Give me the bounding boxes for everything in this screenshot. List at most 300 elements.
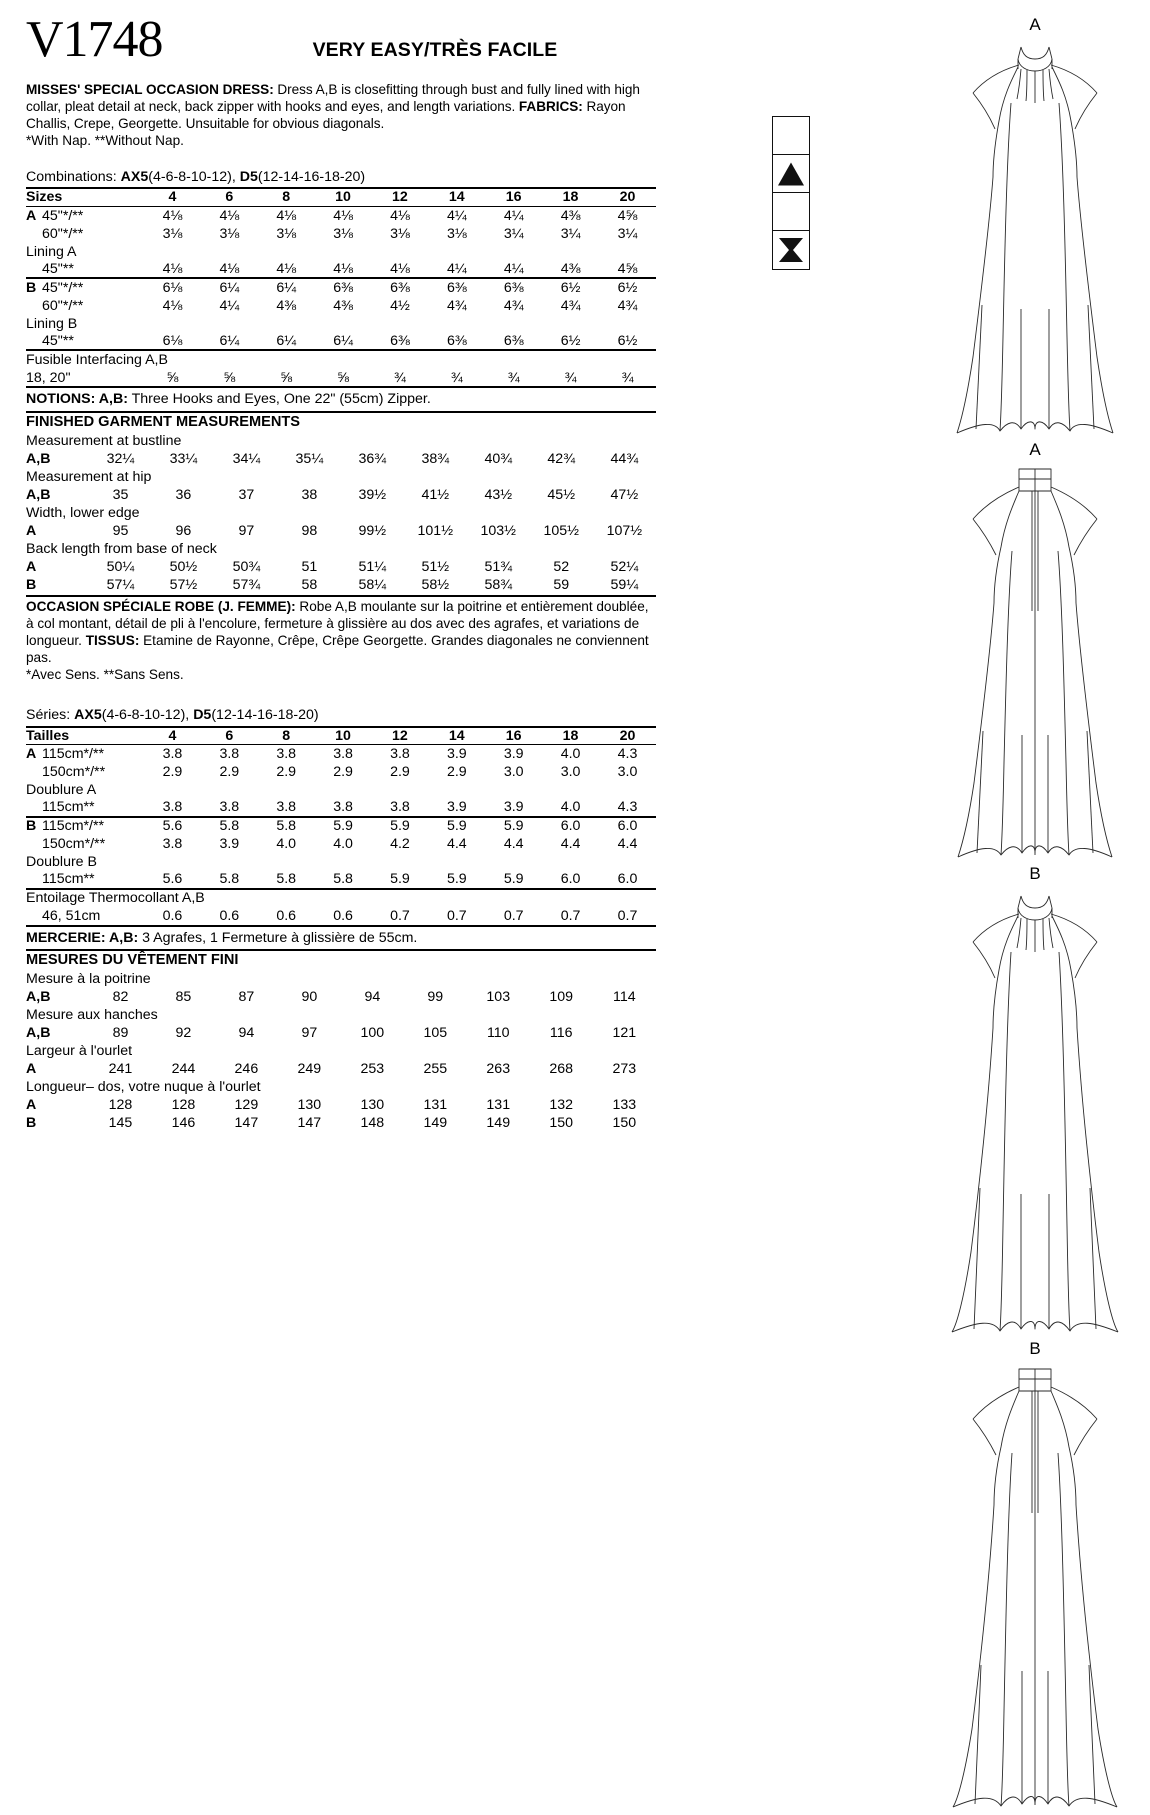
length-heading-en: Back length from base of neck [26,540,217,557]
cell: 3.9 [503,799,524,816]
cell: 3.8 [162,799,183,816]
table-row [26,835,656,853]
cell: ¾ [564,369,577,386]
cell: 4⅛ [162,207,183,224]
cell: 4⅛ [219,260,240,277]
notions-text-fr: 3 Agrafes, 1 Fermeture à glissière de 55cm. [138,929,418,946]
table-header-row [26,727,656,745]
cell: 40¾ [484,450,513,467]
cell: 4.0 [276,836,297,853]
cell: 6⅜ [372,278,429,296]
cell: 2.9 [162,764,183,781]
cell: 4.0 [560,799,581,816]
size-col: 10 [315,188,372,206]
cell: 110 [486,1025,510,1042]
dress-a-back [930,441,1140,862]
size-col: 10 [315,727,372,745]
cell: 5.9 [390,871,410,888]
finished-measurements-table-en [26,431,656,593]
row-label [26,368,144,386]
cell: 44¾ [610,450,639,467]
cell: 6⅜ [428,278,485,296]
row-label: A,B [26,450,51,467]
cell: 98 [301,522,318,539]
cell: 51½ [421,558,450,575]
cell: 0.7 [560,908,581,925]
cell: 3.9 [446,799,467,816]
description-french [26,595,656,667]
cell: 5.8 [333,871,353,888]
cell: 2.9 [390,764,410,781]
table-row [26,260,656,278]
interfacing-width: 46, 51cm [42,908,101,925]
cell: ⅝ [223,369,236,386]
cell: 94 [364,989,381,1006]
cell: 3.8 [390,746,410,763]
cell: 57½ [169,576,198,593]
triangle-glyph [778,162,804,185]
cell: 133 [612,1097,637,1114]
cell: 4⅝ [617,260,638,277]
subheading-row [26,1042,656,1060]
cell: ¾ [621,369,634,386]
cell: 57¾ [232,576,261,593]
cell: 97 [238,522,255,539]
section-heading-row [26,781,656,799]
cell: 6⅜ [485,278,542,296]
cell: 6⅜ [503,332,524,349]
cell: 5.9 [446,871,467,888]
hip-heading-fr: Mesure aux hanches [26,1007,158,1024]
table-row [26,449,656,467]
cell: 99½ [358,522,387,539]
cell: ¾ [394,369,406,386]
cell: 50½ [169,558,198,575]
cell: 50¼ [106,558,135,575]
cell: 131 [423,1097,448,1114]
hourglass-glyph [778,237,804,263]
cell: 3.0 [617,764,638,781]
section-heading-row [26,853,656,871]
cell: 33¼ [169,450,198,467]
dress-b-front [930,865,1140,1336]
size-col: 20 [599,188,656,206]
cell: 3.8 [219,746,240,763]
cell: 4¼ [219,297,240,314]
cell: 4⅜ [560,260,581,277]
table-row [26,799,656,817]
fabric-width: 115cm*/** [42,746,105,763]
cell: 58 [301,576,318,593]
row-label [26,206,144,224]
cell: 4.4 [617,836,638,853]
cell: 6¼ [201,278,258,296]
row-label [26,835,144,853]
size-col: 6 [201,188,258,206]
table-row [26,206,656,224]
row-label: B [26,576,37,593]
cell: 97 [301,1025,318,1042]
cell: 0.7 [390,908,410,925]
interfacing-width: 18, 20" [26,369,71,386]
subheading-row [26,503,656,521]
cell: 38¾ [421,450,450,467]
size-col: 12 [372,727,429,745]
cell: 4⅜ [560,207,581,224]
illustration-column [930,16,1140,1815]
cell: 5.6 [162,871,183,888]
cell: 5.9 [428,817,485,835]
dress-a-front [930,16,1140,437]
cell: 52 [553,558,570,575]
cell: 3.8 [162,836,183,853]
cell: 51¾ [484,558,513,575]
notions-fr [26,925,656,952]
description-fr-body: Robe A,B moulante sur la poitrine et entièrement doublée, à col montant, détail de pli à l'encolure, fermeture à glissière au dos avec des agrafes, et variations de longueur. [26,599,649,649]
cell: 50¾ [232,558,261,575]
row-label: A,B [26,1025,51,1042]
nap-note-fr: *Avec Sens. **Sans Sens. [26,667,184,683]
section-heading-row [26,889,656,907]
cell: 107½ [606,522,643,539]
cell: 132 [549,1097,574,1114]
cell: 6⅜ [315,278,372,296]
illustration-label: A [1029,439,1041,459]
cell: 4.3 [617,746,638,763]
cell: 3.0 [503,764,524,781]
cell: 4.4 [446,836,467,853]
size-col: 6 [201,727,258,745]
view-letter: A [26,746,37,763]
difficulty-label: VERY EASY/TRÈS FACILE [312,39,558,61]
table-row [26,224,656,242]
table-row [26,907,656,925]
interfacing-heading-fr: Entoilage Thermocollant A,B [26,889,656,907]
cell: 4¼ [503,207,524,224]
cell: 109 [549,989,574,1006]
cell: 2.9 [446,764,467,781]
section-heading-row [26,350,656,368]
cell: ⅝ [280,369,293,386]
cell: 58½ [421,576,450,593]
cell: 3¼ [617,225,638,242]
cell: 0.6 [333,908,353,925]
size-col: 4 [144,188,201,206]
cell: 6.0 [560,871,581,888]
cell: 6½ [617,332,638,349]
table-row [26,575,656,593]
fabrics-body-en: Rayon Challis, Crepe, Georgette. Unsuitable for obvious diagonals. [26,98,626,131]
table-row [26,988,656,1006]
cell: 0.7 [617,908,638,925]
notions-label-fr: MERCERIE: A,B: [26,929,139,946]
cell: 5.8 [219,871,240,888]
cell: 6⅛ [144,278,201,296]
combo-b-sizes-fr: (12-14-16-18-20) [211,707,319,724]
cell: 58¼ [358,576,387,593]
fabric-width: 150cm*/** [42,764,106,781]
fabric-width: 60"*/** [42,297,84,314]
blank-box-icon [773,193,809,231]
cell: 6½ [599,278,656,296]
row-label [26,224,144,242]
pattern-symbol-strip [772,116,810,270]
cell: 5.9 [485,817,542,835]
cell: 149 [486,1115,511,1132]
cell: 3.9 [503,746,524,763]
cell: 128 [171,1097,196,1114]
cell: 4⅛ [390,260,410,277]
cell: 3¼ [503,225,524,242]
fabric-width: 115cm** [42,799,95,816]
subheading-row [26,539,656,557]
cell: 4⅜ [333,297,353,314]
width-heading-en: Width, lower edge [26,504,140,521]
cell: 87 [238,989,255,1006]
table-row [26,296,656,314]
cell: 94 [238,1025,255,1042]
fabric-width: 45"** [42,332,74,349]
cell: 0.6 [276,908,297,925]
cell: 3⅛ [276,225,297,242]
table-row [26,557,656,575]
cell: 105 [423,1025,448,1042]
cell: 5.9 [372,817,429,835]
table-row [26,817,656,835]
cell: 6⅜ [390,332,410,349]
table-row [26,1060,656,1078]
row-label [26,745,144,763]
cell: 241 [108,1061,133,1078]
cell: 5.6 [144,817,201,835]
cell: 6¼ [258,278,315,296]
cell: 268 [549,1061,574,1078]
description-english [26,82,656,133]
hip-heading-en: Measurement at hip [26,468,152,485]
fabric-width: 115cm** [42,871,95,888]
subheading-row [26,1006,656,1024]
fabrics-label-en: FABRICS: [518,98,583,114]
table-row [26,745,656,763]
cell: 4¾ [503,297,524,314]
yardage-table-metric [26,726,656,925]
cell: 59 [553,576,570,593]
cell: 4⅛ [162,260,183,277]
combinations-label-en: Combinations: [26,168,121,185]
filled-triangle-icon [773,155,809,193]
cell: 5.9 [315,817,372,835]
cell: 35¼ [295,450,324,467]
cell: 4⅛ [162,297,183,314]
row-label [26,799,144,817]
subheading-row [26,1078,656,1096]
cell: 6.0 [599,817,656,835]
bust-heading-fr: Mesure à la poitrine [26,971,151,988]
cell: 244 [171,1061,196,1078]
table-row [26,485,656,503]
cell: 4¾ [560,297,581,314]
cell: 103 [486,989,511,1006]
subheading-row [26,970,656,988]
cell: 4.0 [560,746,581,763]
section-heading-row [26,242,656,260]
cell: 95 [112,522,129,539]
cell: 148 [360,1115,385,1132]
cell: 249 [297,1061,322,1078]
cell: 253 [360,1061,385,1078]
cell: 150 [612,1115,637,1132]
combinations-metric [26,706,656,725]
cell: 4⅛ [333,260,353,277]
row-label: B [26,1115,37,1132]
cell: 57¼ [106,576,135,593]
bust-heading-en: Measurement at bustline [26,432,182,449]
cell: 4⅛ [390,207,410,224]
cell: 4½ [390,297,410,314]
lining-a-heading: Lining A [26,243,77,260]
fabric-width: 45"*/** [42,207,84,224]
cell: 2.9 [333,764,353,781]
cell: 4¼ [503,260,524,277]
row-label [26,260,144,278]
cell: 150 [549,1115,574,1132]
table-row [26,1114,656,1132]
table-row [26,763,656,781]
cell: 6⅜ [446,332,467,349]
cell: 38 [301,486,318,503]
view-letter: A [26,207,37,224]
cell: 6½ [560,332,581,349]
illustration-label: B [1029,864,1041,884]
cell: 3¼ [560,225,581,242]
dress-a-front-drawing [935,37,1135,437]
interfacing-heading-en: Fusible Interfacing A,B [26,350,656,368]
cell: 92 [175,1025,192,1042]
combinations-label-fr: Séries: [26,707,75,724]
row-label: A [26,1061,37,1078]
cell: 4⅛ [276,207,297,224]
cell: 5.9 [503,871,524,888]
pattern-number: V1748 [26,11,163,68]
cell: 52¼ [610,558,639,575]
cell: 0.7 [503,908,524,925]
cell: 6⅛ [162,332,183,349]
description-en-body: Dress A,B is closefitting through bust and fully lined with high collar, pleat detail at neck, back zipper with hooks and eyes, and length variations. [26,82,640,114]
cell: 58¾ [484,576,513,593]
cell: 128 [108,1097,133,1114]
fabric-width: 45"*/** [42,279,84,296]
cell: 0.7 [446,908,467,925]
table-row [26,1024,656,1042]
cell: 6¼ [276,332,297,349]
cell: 3⅛ [390,225,410,242]
notions-label-en: NOTIONS: A,B: [26,391,128,408]
cell: 149 [423,1115,448,1132]
cell: 116 [549,1025,573,1042]
cell: 3.8 [219,799,240,816]
cell: 100 [360,1025,385,1042]
cell: 90 [301,989,318,1006]
row-label: A [26,522,37,539]
cell: ¾ [450,369,463,386]
width-heading-fr: Largeur à l'ourlet [26,1043,133,1060]
combo-b-code-en: D5 [239,168,258,185]
cell: 4⅛ [219,207,240,224]
cell: 3.8 [333,799,353,816]
finished-measurements-table-fr [26,970,656,1132]
finished-measurements-title-fr: MESURES DU VÊTEMENT FINI [26,952,239,969]
cell: 0.6 [162,908,183,925]
cell: 3⅛ [162,225,183,242]
row-label [26,763,144,781]
row-label [26,907,144,925]
dress-b-back [930,1340,1140,1811]
row-label [26,296,144,314]
cell: 3⅛ [219,225,240,242]
description-fr-title: OCCASION SPÉCIALE ROBE (J. FEMME): [26,599,296,615]
row-label [26,278,144,296]
cell: 41½ [421,486,450,503]
size-col: 8 [258,188,315,206]
hourglass-icon [773,231,809,269]
table-row [26,871,656,889]
cell: 4¾ [617,297,638,314]
size-col: 16 [485,727,542,745]
cell: 6.0 [617,871,638,888]
cell: 3.8 [162,746,183,763]
size-col: 16 [485,188,542,206]
cell: 3.8 [276,799,297,816]
cell: 4⅝ [617,207,638,224]
row-label [26,871,144,889]
cell: 4.0 [333,836,353,853]
view-letter: B [26,818,37,835]
cell: 4.4 [503,836,524,853]
cell: 4⅛ [333,207,353,224]
cell: 4⅜ [276,297,297,314]
notions-en [26,386,656,413]
cell: 3⅛ [446,225,467,242]
cell: 273 [612,1061,637,1078]
illustration-label: A [1029,15,1041,34]
lining-b-heading: Lining B [26,315,78,332]
table-row [26,368,656,386]
row-label: A [26,1097,37,1114]
combo-a-code-fr: AX5 [74,707,102,724]
cell: 4¼ [446,207,467,224]
cell: 96 [175,522,192,539]
row-label: A,B [26,486,51,503]
cell: 45½ [547,486,576,503]
table-row [26,1096,656,1114]
cell: 5.8 [276,871,297,888]
cell: 39½ [358,486,387,503]
combo-a-sizes-fr: (4-6-8-10-12), [101,707,194,724]
subheading-row [26,467,656,485]
doublure-a-heading: Doublure A [26,782,97,799]
table-row [26,521,656,539]
size-col: 18 [542,188,599,206]
fabrics-label-fr: TISSUS: [85,633,140,649]
header [26,11,656,68]
cell: 147 [297,1115,322,1132]
sizes-header-en: Sizes [26,188,144,206]
cell: 246 [234,1061,259,1078]
combinations-imperial [26,168,656,187]
cell: ⅝ [337,369,349,386]
finished-measurements-title-en: FINISHED GARMENT MEASUREMENTS [26,413,301,430]
cell: 145 [108,1115,133,1132]
